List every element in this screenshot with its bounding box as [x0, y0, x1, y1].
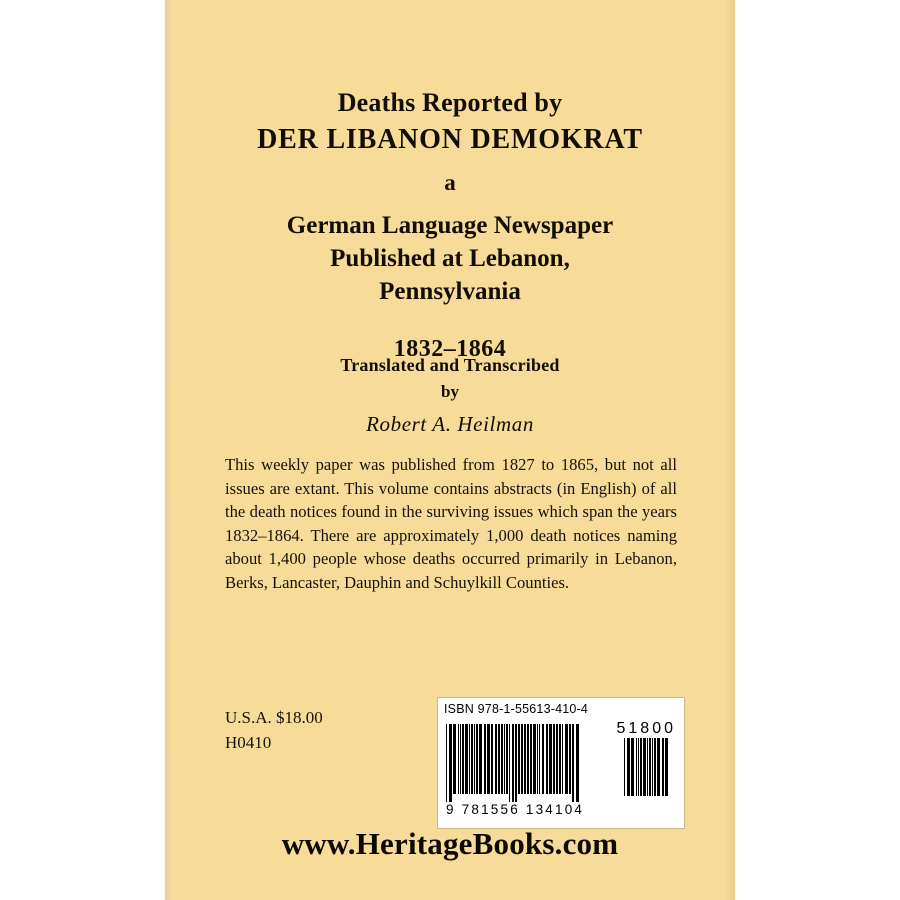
price-label: U.S.A. $18.00 [225, 708, 323, 727]
barcode-bars-main [446, 724, 612, 802]
isbn-text: ISBN 978-1-55613-410-4 [444, 702, 589, 716]
book-description: This weekly paper was published from 1827 to 1865, but not all issues are extant. This volume contains abstracts (in English) of all the death notices found in the surviving issues which span the years 1832–1864. There are approximately 1,000 death notices naming about 1,400 people whose deaths occurred primarily in Lebanon, Berks, Lancaster, Dauphin and Schuylkill Counties. [225, 455, 677, 592]
title-line-4: German Language Newspaper [286, 212, 614, 240]
credit-by: by [441, 382, 459, 401]
publisher-website[interactable]: www.HeritageBooks.com [281, 826, 619, 861]
title-line-6: Pennsylvania [379, 278, 521, 306]
title-line-1: Deaths Reported by [337, 88, 563, 117]
price-block [225, 706, 323, 755]
title-date-range: 1832–1864 [393, 336, 507, 363]
author-name: Robert A. Heilman [366, 412, 534, 436]
barcode-bars-addon [624, 738, 676, 800]
credit-role: Translated and Transcribed [340, 355, 560, 375]
title-line-2: DER LIBANON DEMOKRAT [257, 123, 643, 155]
title-line-5: Published at Lebanon, [330, 245, 570, 273]
credit-block [165, 355, 735, 437]
barcode-ean-digits: 9 781556 134104 [446, 802, 585, 817]
item-code-label: H0410 [225, 732, 272, 752]
title-block [165, 88, 735, 363]
title-line-3: a [444, 169, 456, 195]
barcode-addon-digits: 51800 [616, 720, 676, 737]
book-cover [165, 0, 735, 900]
barcode [437, 697, 685, 829]
